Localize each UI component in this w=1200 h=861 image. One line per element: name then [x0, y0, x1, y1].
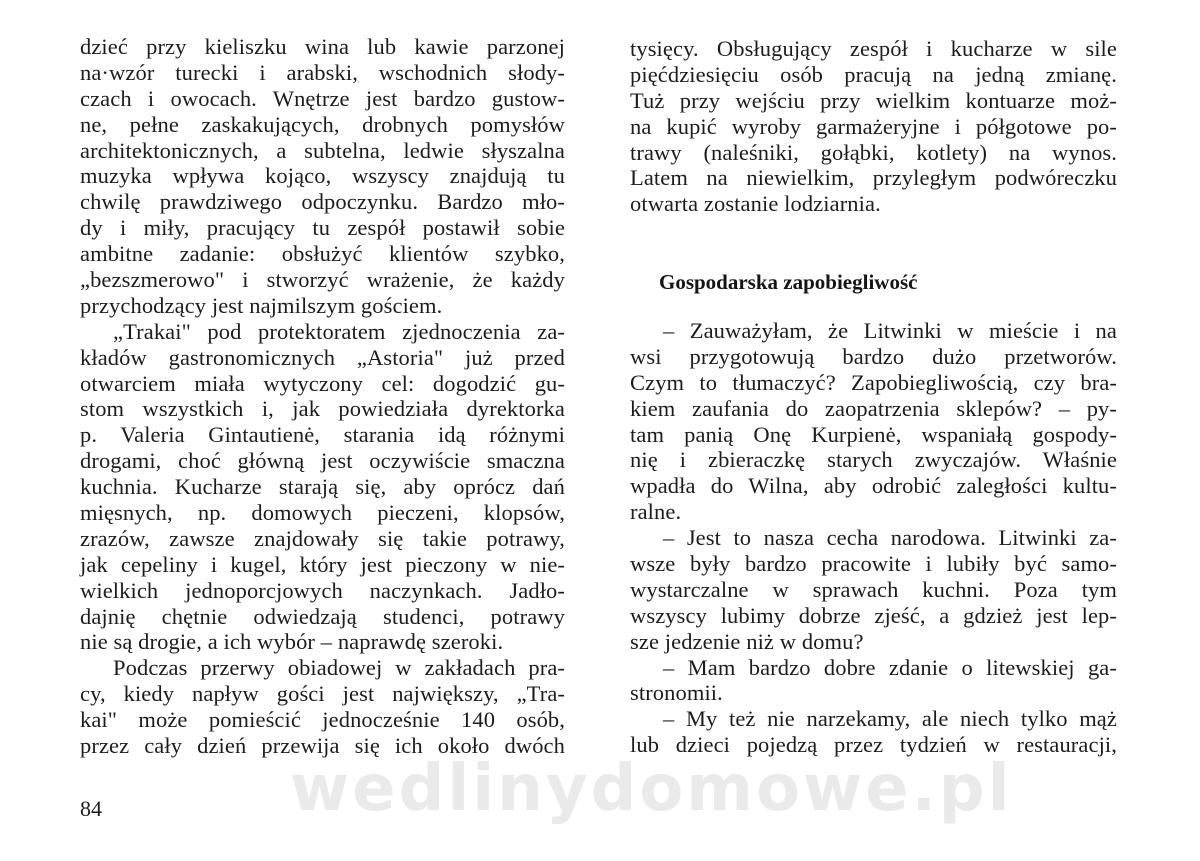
text-line: wszyscy lubimy dobrze zjeść, a gdzież jest lep-: [630, 602, 1117, 628]
text-line: stom wszystkich i, jak powiedziała dyrektorka: [80, 396, 565, 422]
text-line: mięsnych, np. domowych pieczeni, klopsów,: [80, 500, 565, 526]
text-line: wsze były bardzo pracowite i lubiły być samo-: [630, 551, 1117, 577]
text-line: wpadła do Wilna, aby odrobić zaległości kultu-: [630, 473, 1117, 499]
text-line: jak cepeliny i kugel, który jest pieczony w nie-: [80, 551, 565, 577]
text-line: Latem na niewielkim, przyległym podwóreczku: [630, 165, 1117, 191]
text-line: otwarciem miała wytyczony cel: dogodzić gu-: [80, 370, 565, 396]
text-line: trawy (naleśniki, gołąbki, kotlety) na wynos.: [630, 139, 1117, 165]
text-line: na·wzór turecki i arabski, wschodnich słody-: [80, 59, 565, 85]
text-line: nię i zbieraczkę starych zwyczajów. Właśnie: [630, 447, 1117, 473]
text-line: zrazów, zawsze znajdowały się takie potrawy,: [80, 525, 565, 551]
text-line: chwilę prawdziwego odpoczynku. Bardzo mło-: [80, 189, 565, 215]
text-line: czach i owocach. Wnętrze jest bardzo gustow-: [80, 85, 565, 111]
text-line: – Zauważyłam, że Litwinki w mieście i na: [663, 318, 1117, 343]
text-line: tam panią Onę Kurpienė, wspaniałą gospody-: [630, 421, 1117, 447]
text-line: – Jest to nasza cecha narodowa. Litwinki za-: [663, 525, 1117, 551]
text-line: otwarta zostanie lodziarnia.: [630, 191, 881, 217]
text-line: ambitne zadanie: obsłużyć klientów szybko,: [80, 241, 565, 267]
text-line: ralne.: [630, 499, 682, 525]
text-line: architektonicznych, a subtelna, ledwie słyszalna: [80, 137, 565, 163]
text-line: nie są drogie, a ich wybór – naprawdę szeroki.: [80, 629, 504, 655]
text-line: „bezszmerowo" i stworzyć wrażenie, że każdy: [80, 267, 565, 293]
page-number: 84: [80, 796, 102, 821]
watermark: wedlinydomowe.pl: [290, 752, 1013, 826]
text-line: p. Valeria Gintautienė, starania idą różnymi: [80, 422, 565, 448]
text-line: muzyka wpływa kojąco, wszyscy znajdują tu: [80, 163, 565, 189]
text-line: stronomii.: [630, 680, 723, 706]
text-line: lub dzieci pojedzą przez tydzień w restauracji,: [630, 732, 1117, 758]
text-line: Tuż przy wejściu przy wielkim kontuarze moż-: [630, 87, 1117, 113]
text-line: „Trakai" pod protektoratem zjednoczenia za-: [113, 318, 565, 344]
text-line: Czym to tłumaczyć? Zapobiegliwością, czy bra-: [630, 369, 1117, 395]
right-text-column-bottom: [630, 318, 1117, 758]
text-line: dy i miły, pracujący tu zespół postawił sobie: [80, 215, 565, 241]
text-line: drogami, choć główną jest oczywiście smaczna: [80, 448, 565, 474]
text-line: kai" może pomieścić jednocześnie 140 osób,: [80, 707, 565, 733]
left-text-column: [80, 34, 565, 759]
text-line: kiem zaufania do zaopatrzenia sklepów? – py-: [630, 395, 1117, 421]
text-line: wsi przygotowują bardzo dużo przetworów.: [630, 343, 1117, 369]
section-heading: Gospodarska zapobiegliwość: [659, 270, 918, 294]
text-line: przychodzący jest najmilszym gościem.: [80, 292, 443, 318]
text-line: dzieć przy kieliszku wina lub kawie parzonej: [80, 34, 565, 59]
text-line: ne, pełne zaskakujących, drobnych pomysłów: [80, 111, 565, 137]
text-line: – My też nie narzekamy, ale niech tylko mąż: [663, 706, 1117, 732]
text-line: na kupić wyroby garmażeryjne i półgotowe po-: [630, 113, 1117, 139]
text-line: – Mam bardzo dobre zdanie o litewskiej ga-: [663, 654, 1117, 680]
text-line: pięćdziesięciu osób pracują na jedną zmianę.: [630, 61, 1117, 87]
text-line: przez cały dzień przewija się ich około dwóch: [80, 733, 565, 759]
text-line: kładów gastronomicznych „Astoria" już przed: [80, 344, 565, 370]
text-line: sze jedzenie niż w domu?: [630, 628, 864, 654]
text-line: kuchnia. Kucharze starają się, aby oprócz dań: [80, 474, 565, 500]
text-line: cy, kiedy napływ gości jest największy, „Tra-: [80, 681, 565, 707]
text-line: Podczas przerwy obiadowej w zakładach pra-: [113, 655, 565, 681]
text-line: wielkich jednoporcjowych naczynkach. Jadło-: [80, 577, 565, 603]
text-line: dajnię chętnie odwiedzają studenci, potrawy: [80, 603, 565, 629]
text-line: tysięcy. Obsługujący zespół i kucharze w sile: [630, 36, 1117, 61]
right-text-column-top: [630, 36, 1117, 217]
text-line: wystarczalne w sprawach kuchni. Poza tym: [630, 576, 1117, 602]
